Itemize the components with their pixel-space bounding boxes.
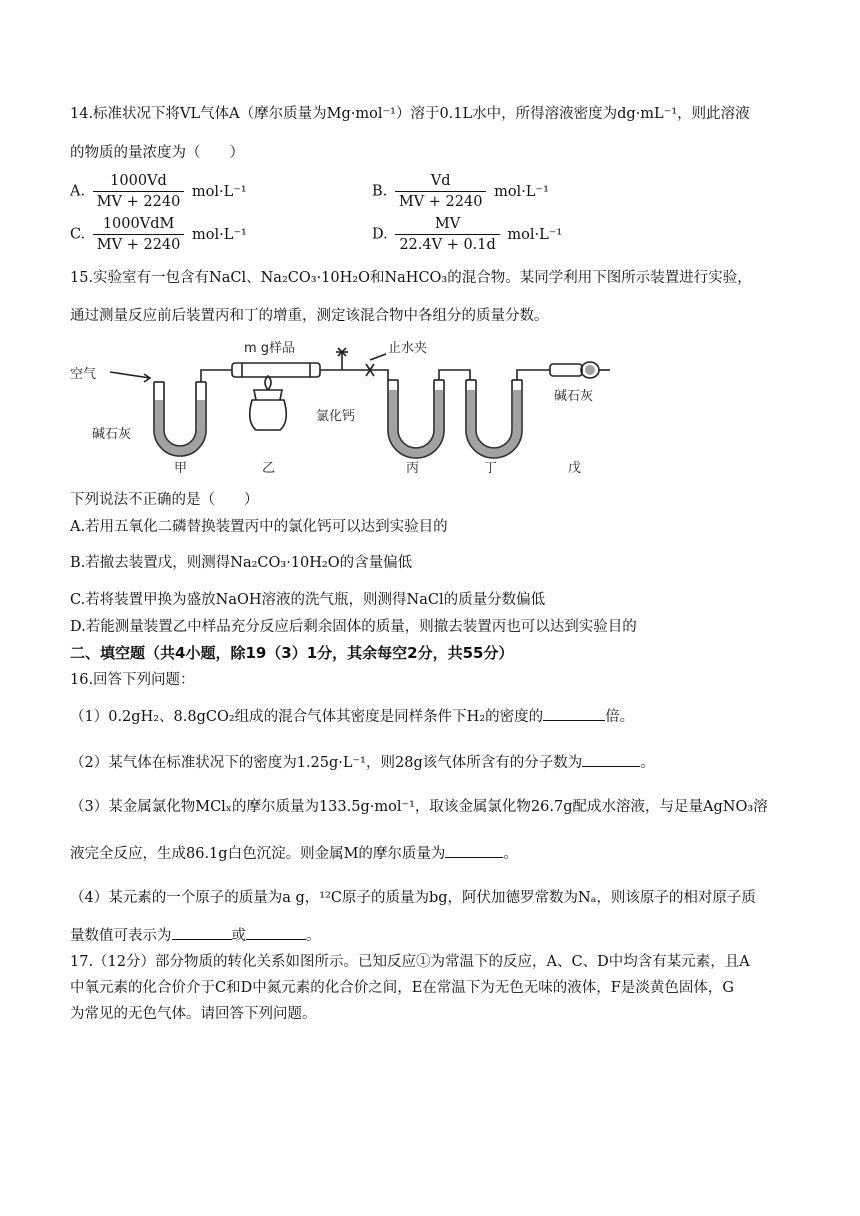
q14-option-d-fraction: $\frac{MV}{22.4V + 0.1d}$ bbox=[395, 215, 499, 254]
q14-line2: 的物质的量浓度为（ ） bbox=[70, 145, 244, 161]
label-cacl2: 氯化钙 bbox=[316, 409, 356, 424]
q16-part4-line1: （4）某元素的一个原子的质量为a g，¹²C原子的质量为bg，阿伏加德罗常数为Nₐ，则该原子的相对原子质 bbox=[70, 890, 756, 906]
q15-line1: 15.实验室有一包含有NaCl、Na₂CO₃·10H₂O和NaHCO₃的混合物。某同学利用下图所示装置进行实验， bbox=[70, 270, 752, 286]
answer-blank[interactable] bbox=[445, 843, 503, 858]
q14-option-d[interactable]: D. $\frac{MV}{22.4V + 0.1d}$ mol·L⁻¹ bbox=[372, 216, 563, 253]
q15-option-b[interactable]: B.若撤去装置戊，则测得Na₂CO₃·10H₂O的含量偏低 bbox=[70, 555, 413, 571]
q16-title: 16.回答下列问题： bbox=[70, 672, 195, 688]
q14-line1: 14.标准状况下将VL气体A（摩尔质量为Mg·mol⁻¹）溶于0.1L水中，所得溶液密度为dg·mL⁻¹，则此溶液 bbox=[70, 106, 750, 122]
label-wu: 戊 bbox=[568, 461, 582, 476]
q15-line2: 通过测量反应前后装置丙和丁的增重，测定该混合物中各组分的质量分数。 bbox=[70, 308, 549, 324]
q14-option-b-fraction: $\frac{Vd}{MV + 2240}$ bbox=[395, 172, 487, 211]
label-clamp: 止水夹 bbox=[388, 341, 428, 356]
q15-option-c[interactable]: C.若将装置甲换为盛放NaOH溶液的洗气瓶，则测得NaCl的质量分数偏低 bbox=[70, 592, 546, 608]
q15-stem: 下列说法不正确的是（ ） bbox=[70, 492, 259, 508]
section-title: 二、填空题（共4小题，除19（3）1分，其余每空2分，共55分） bbox=[70, 644, 514, 662]
answer-blank[interactable] bbox=[246, 925, 306, 940]
q16-part3-line2: 液完全反应，生成86.1g白色沉淀。则金属M的摩尔质量为 。 bbox=[70, 843, 518, 864]
answer-blank[interactable] bbox=[543, 706, 605, 721]
q16-part4-line2: 量数值可表示为 或 。 bbox=[70, 925, 321, 946]
q15-option-a[interactable]: A.若用五氧化二磷替换装置丙中的氯化钙可以达到实验目的 bbox=[70, 519, 448, 535]
q14-option-a[interactable]: A. $\frac{1000Vd}{MV + 2240}$ mol·L⁻¹ bbox=[70, 173, 247, 210]
answer-blank[interactable] bbox=[582, 752, 640, 767]
apparatus-diagram bbox=[70, 330, 630, 480]
label-air: 空气 bbox=[70, 367, 97, 382]
q14-option-a-fraction: $\frac{1000Vd}{MV + 2240}$ bbox=[93, 172, 185, 211]
q17-line1: 17.（12分）部分物质的转化关系如图所示。已知反应①为常温下的反应，A、C、D中均含有某元素，且A bbox=[70, 954, 750, 970]
label-bing: 丙 bbox=[406, 461, 420, 476]
label-sodalime-right: 碱石灰 bbox=[554, 389, 594, 404]
label-yi: 乙 bbox=[262, 461, 276, 476]
label-sodalime-left: 碱石灰 bbox=[92, 427, 132, 442]
q14-option-b[interactable]: B. $\frac{Vd}{MV + 2240}$ mol·L⁻¹ bbox=[372, 173, 549, 210]
label-jia: 甲 bbox=[174, 461, 188, 476]
label-sample: m g样品 bbox=[244, 341, 296, 356]
label-ding: 丁 bbox=[484, 461, 498, 476]
q17-line2: 中氧元素的化合价介于C和D中氮元素的化合价之间，E在常温下为无色无味的液体，F是淡黄色固体，G bbox=[70, 980, 734, 996]
q17-line3: 为常见的无色气体。请回答下列问题。 bbox=[70, 1006, 317, 1022]
q14-option-c-fraction: $\frac{\text{1000VdM}}{MV + 2240}$ bbox=[93, 215, 185, 254]
q16-part2: （2）某气体在标准状况下的密度为1.25g·L⁻¹，则28g该气体所含有的分子数为 。 bbox=[70, 752, 655, 773]
q14-option-c[interactable]: C. $\frac{\text{1000VdM}}{MV + 2240}$ mol·L⁻¹ bbox=[70, 216, 247, 253]
q16-part1: （1）0.2gH₂、8.8gCO₂组成的混合气体其密度是同样条件下H₂的密度的 倍。 bbox=[70, 706, 634, 727]
answer-blank[interactable] bbox=[172, 925, 232, 940]
q15-option-d[interactable]: D.若能测量装置乙中样品充分反应后剩余固体的质量，则撤去装置丙也可以达到实验目的 bbox=[70, 619, 637, 635]
q16-part3-line1: （3）某金属氯化物MClₓ的摩尔质量为133.5g·mol⁻¹，取该金属氯化物26.7g配成水溶液，与足量AgNO₃溶 bbox=[70, 799, 768, 815]
